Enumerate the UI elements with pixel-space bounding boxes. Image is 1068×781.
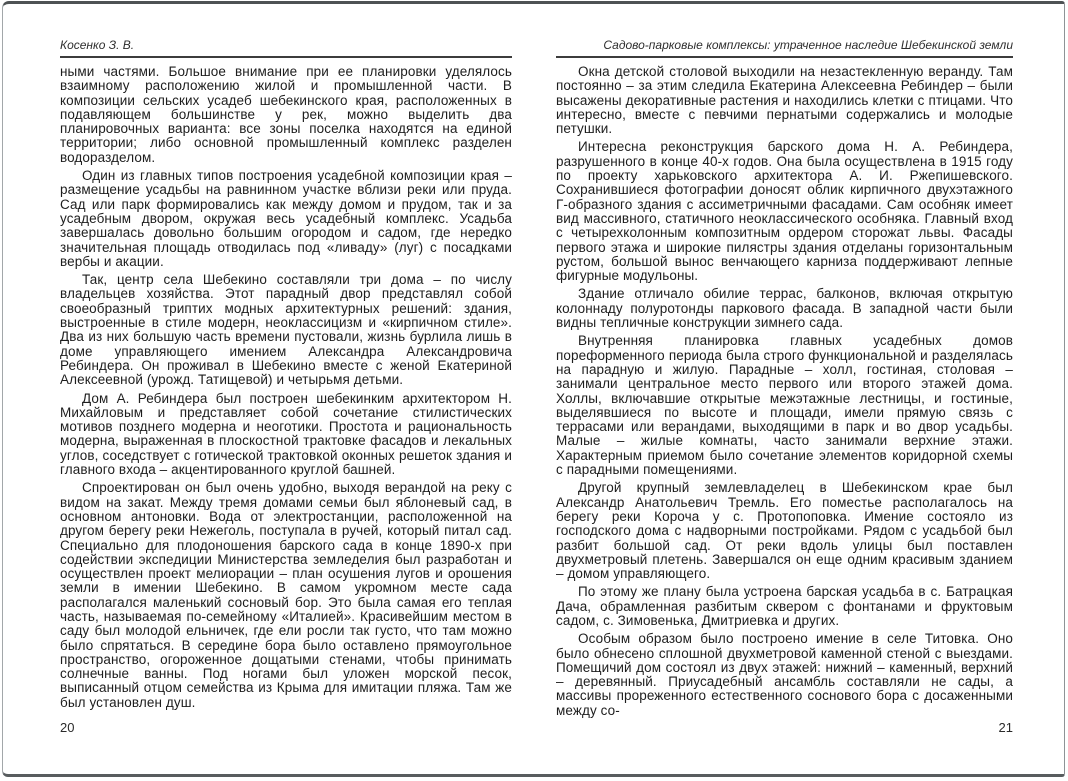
page-number-right: 21 — [998, 720, 1013, 735]
paragraph: Другой крупный землевладелец в Шебекинском крае был Александр Анатольевич Тремль. Его поместье располагалось на берегу реки Короча у с. Протопоповка. Имение состояло из господского дома с надворными постройками. Рядом с усадьбой был разбит большой сад. От реки вдоль улицы был поставлен двухметровый плетень. Завершался он еще одним красивым зданием – домом управляющего. — [556, 480, 1013, 582]
paragraph: Дом А. Ребиндера был построен шебекинким архитектором Н. Михайловым и представляет собой сочетание стилистических мотивов позднего модерна и неоготики. Простота и рациональность модерна, выраженная в плоскостной трактовке фасадов и лекальных углов, соседствует с готической трактовкой оконных решеток здания и главного входа – акцентированного круглой башней. — [60, 390, 512, 478]
paragraph: Окна детской столовой выходили на незастекленную веранду. Там постоянно – за этим следила Екатерина Алексеевна Ребиндер – были высажены декоративные растения и находились клетки с птицами. Что интересно, вместе с певчими пернатыми содержались и молодые петушки. — [556, 64, 1013, 137]
paragraph: По этому же плану была устроена барская усадьба в с. Батрацкая Дача, обрамленная разбитым сквером с фонтанами и фруктовым садом, с. Зимовенька, Дмитриевка и других. — [556, 584, 1013, 628]
paragraph: Один из главных типов построения усадебной композиции края – размещение усадьбы на равнинном участке вблизи реки или пруда. Сад или парк формировались как между домом и прудом, так и за усадебным двором, окружая весь усадебный комплекс. Усадьба завершалась довольно большим огородом и садом, где нередко значительная площадь отводилась под «ливаду» (луг) с посадками вербы и акации. — [60, 168, 512, 269]
paragraph: Здание отличало обилие террас, балконов, включая открытую колоннаду полуротонды паркового фасада. В западной части были видны тепличные конструкции зимнего сада. — [556, 286, 1013, 331]
running-head-author: Косенко З. В. — [60, 38, 512, 58]
book-page-left — [60, 0, 512, 781]
book-page-right — [556, 0, 1013, 781]
paragraph: Внутренняя планировка главных усадебных домов пореформенного периода была строго функциональной и разделялась на парадную и жилую. Парадные – холл, гостиная, столовая – занимали центральное место первого или второго этажей дома. Холлы, включавшие открытые межэтажные лестницы, и гостиные, выделявшиеся по высоте и площади, имели прямую связь с террасами или верандами, выходящими в парк и во двор усадьбы. Малые – жилые комнаты, часто занимали верхние этажи. Характерным приемом было сочетание элементов коридорной схемы с парадными помещениями. — [556, 333, 1013, 478]
running-head-chapter-title: Садово-парковые комплексы: утраченное наследие Шебекинской земли — [556, 38, 1013, 58]
paragraph: Интересна реконструкция барского дома Н. А. Ребиндера, разрушенного в конце 40-х годов. Она была осуществлена в 1915 году по проекту харьковского архитектора А. И. Ржепишевского. Сохранившиеся фотографии доносят облик кирпичного двухэтажного Г-образного здания с ассиметричными фасадами. Сам особняк имеет вид массивного, статичного неоклассического особняка. Главный вход с четырехколонным композитным ордером сторожат львы. Фасады первого этажа и широкие пилястры здания отделаны горизонтальным рустом, большой вынос венчающего карниза поддерживают лепные фигурные модульоны. — [556, 139, 1013, 284]
paragraph: Спроектирован он был очень удобно, выходя верандой на реку с видом на закат. Между тремя домами семьи был яблоневый сад, в основном антоновки. Вода от электростанции, расположенной на другом берегу реки Нежеголь, поступала в ручей, который питал сад. Специально для плодоношения барского сада в конце 1890-х при содействии экспедиции Министерства земледелия был разработан и осуществлен проект мелиорации – план осушения лугов и орошения земли в имении Шебекино. В самом укромном месте сада располагался маленький сосновый бор. Это была самая его теплая часть, называемая по-семейному «Италией». Красивейшим местом в саду был молодой ельничек, где ели росли так густо, что там можно было спрятаться. В середине бора было оставлено прямоугольное пространство, огороженное дощатыми стенами, чтобы принимать солнечные ванны. Под ногами был уложен морской песок, выписанный отцом семейства из Крыма для имитации пляжа. Там же был установлен душ. — [60, 480, 512, 710]
page-text-right — [556, 65, 1013, 722]
paragraph: Так, центр села Шебекино составляли три дома – по числу владельцев хозяйства. Этот парадный двор представлял собой своеобразный триптих модных архитектурных решений: здания, выстроенные в стиле модерн, неоклассицизм и «кирпичном стиле». Два из них большую часть времени пустовали, жизнь бурлила лишь в доме управляющего имением Александра Александровича Ребиндера. Он проживал в Шебекино вместе с женой Екатериной Алексеевной (урожд. Татищевой) и четырьмя детьми. — [60, 272, 512, 388]
page-text-left — [60, 65, 512, 714]
paragraph: Особым образом было построено имение в селе Титовка. Оно было обнесено сплошной двухметровой каменной стеной с выездами. Помещичий дом состоял из двух этажей: нижний – каменный, верхний – деревянный. Приусадебный ансамбль составляли не сады, а массивы прореженного естественного соснового бора с досаженными между со- — [556, 631, 1013, 718]
paragraph: ными частями. Большое внимание при ее планировки уделялось взаимному расположению жилой и промышленной части. В композиции сельских усадеб шебекинского края, расположенных в подавляющем большинстве у рек, можно выделить два планировочных варианта: все зоны поселка находятся на единой территории; либо основной промышленный комплекс разделен водоразделом. — [60, 64, 512, 165]
page-number-left: 20 — [60, 720, 75, 735]
